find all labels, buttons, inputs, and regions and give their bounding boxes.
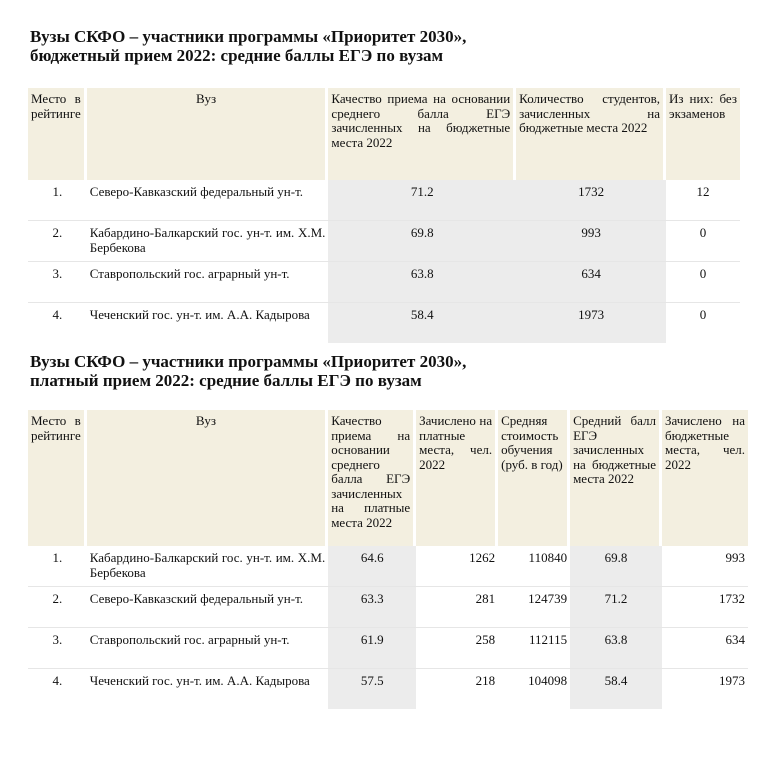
cell-budget-score: 69.8	[570, 546, 662, 587]
cell-university: Северо-Кавказский федеральный ун-т.	[87, 587, 328, 628]
cell-budget-enrolled: 1973	[662, 669, 748, 711]
cell-paid-enrolled: 218	[416, 669, 498, 711]
header-cost: Средняя стоимость обучения (руб. в год)	[498, 410, 570, 546]
table-row	[28, 669, 748, 711]
cell-rank: 3.	[28, 262, 87, 303]
cell-rank: 2.	[28, 221, 87, 262]
header-budget-score: Средний балл ЕГЭ зачисленных на бюджетные места 2022	[570, 410, 662, 546]
cell-budget-score: 71.2	[570, 587, 662, 628]
cell-rank: 4.	[28, 303, 87, 345]
cell-quality: 63.3	[328, 587, 416, 628]
budget-table-title-line1: Вузы СКФО – участники программы «Приоритет 2030»,	[30, 27, 467, 46]
cell-university: Ставропольский гос. аграрный ун-т.	[87, 262, 329, 303]
cell-paid-enrolled: 1262	[416, 546, 498, 587]
cell-budget-enrolled: 634	[662, 628, 748, 669]
paid-table-title-line2: платный прием 2022: средние баллы ЕГЭ по вузам	[30, 371, 422, 390]
cell-students: 1732	[516, 180, 666, 221]
cell-quality: 63.8	[328, 262, 516, 303]
cell-university: Чеченский гос. ун-т. им. А.А. Кадырова	[87, 669, 328, 711]
cell-rank: 1.	[28, 546, 87, 587]
cell-budget-score: 63.8	[570, 628, 662, 669]
header-quality: Качество приема на основании среднего балла ЕГЭ зачисленных на платные места 2022	[328, 410, 416, 546]
table-row	[28, 180, 740, 221]
cell-no-exams: 0	[666, 303, 740, 345]
header-students: Количество студентов, зачисленных на бюджетные места 2022	[516, 88, 666, 180]
table-row	[28, 262, 740, 303]
table-row	[28, 303, 740, 345]
cell-cost: 124739	[498, 587, 570, 628]
header-no-exams: Из них: без экзаменов	[666, 88, 740, 180]
table-row	[28, 221, 740, 262]
cell-university: Ставропольский гос. аграрный ун-т.	[87, 628, 328, 669]
table-row	[28, 546, 748, 587]
cell-budget-score: 58.4	[570, 669, 662, 711]
cell-quality: 64.6	[328, 546, 416, 587]
header-quality: Качество приема на основании среднего балла ЕГЭ зачисленных на бюджетные места 2022	[328, 88, 516, 180]
cell-cost: 110840	[498, 546, 570, 587]
cell-no-exams: 0	[666, 262, 740, 303]
cell-cost: 104098	[498, 669, 570, 711]
cell-university: Кабардино-Балкарский гос. ун-т. им. Х.М. Бербекова	[87, 221, 329, 262]
cell-paid-enrolled: 281	[416, 587, 498, 628]
budget-table-title-line2: бюджетный прием 2022: средние баллы ЕГЭ по вузам	[30, 46, 444, 65]
cell-students: 634	[516, 262, 666, 303]
table-row	[28, 628, 748, 669]
header-university: Вуз	[87, 88, 329, 180]
header-budget-enrolled: Зачислено на бюджетные места, чел. 2022	[662, 410, 748, 546]
cell-budget-enrolled: 1732	[662, 587, 748, 628]
paid-table-title-line1: Вузы СКФО – участники программы «Приоритет 2030»,	[30, 352, 467, 371]
cell-quality: 69.8	[328, 221, 516, 262]
cell-students: 993	[516, 221, 666, 262]
header-rank: Место в рейтинге	[28, 88, 87, 180]
cell-budget-enrolled: 993	[662, 546, 748, 587]
cell-quality: 61.9	[328, 628, 416, 669]
header-university: Вуз	[87, 410, 328, 546]
cell-cost: 112115	[498, 628, 570, 669]
cell-university: Кабардино-Балкарский гос. ун-т. им. Х.М. Бербекова	[87, 546, 328, 587]
cell-no-exams: 0	[666, 221, 740, 262]
cell-quality: 71.2	[328, 180, 516, 221]
cell-quality: 57.5	[328, 669, 416, 711]
cell-no-exams: 12	[666, 180, 740, 221]
cell-university: Чеченский гос. ун-т. им. А.А. Кадырова	[87, 303, 329, 345]
cell-rank: 3.	[28, 628, 87, 669]
cell-rank: 4.	[28, 669, 87, 711]
cell-rank: 1.	[28, 180, 87, 221]
cell-university: Северо-Кавказский федеральный ун-т.	[87, 180, 329, 221]
cell-students: 1973	[516, 303, 666, 345]
cell-rank: 2.	[28, 587, 87, 628]
paid-admission-table	[28, 410, 748, 711]
budget-table-title	[30, 27, 466, 65]
cell-paid-enrolled: 258	[416, 628, 498, 669]
table-header-row	[28, 88, 740, 180]
table-header-row	[28, 410, 748, 546]
header-rank: Место в рейтинге	[28, 410, 87, 546]
budget-admission-table	[28, 88, 740, 345]
header-paid-enrolled: Зачислено на платные места, чел. 2022	[416, 410, 498, 546]
table-row	[28, 587, 748, 628]
cell-quality: 58.4	[328, 303, 516, 345]
paid-table-title	[30, 352, 466, 390]
